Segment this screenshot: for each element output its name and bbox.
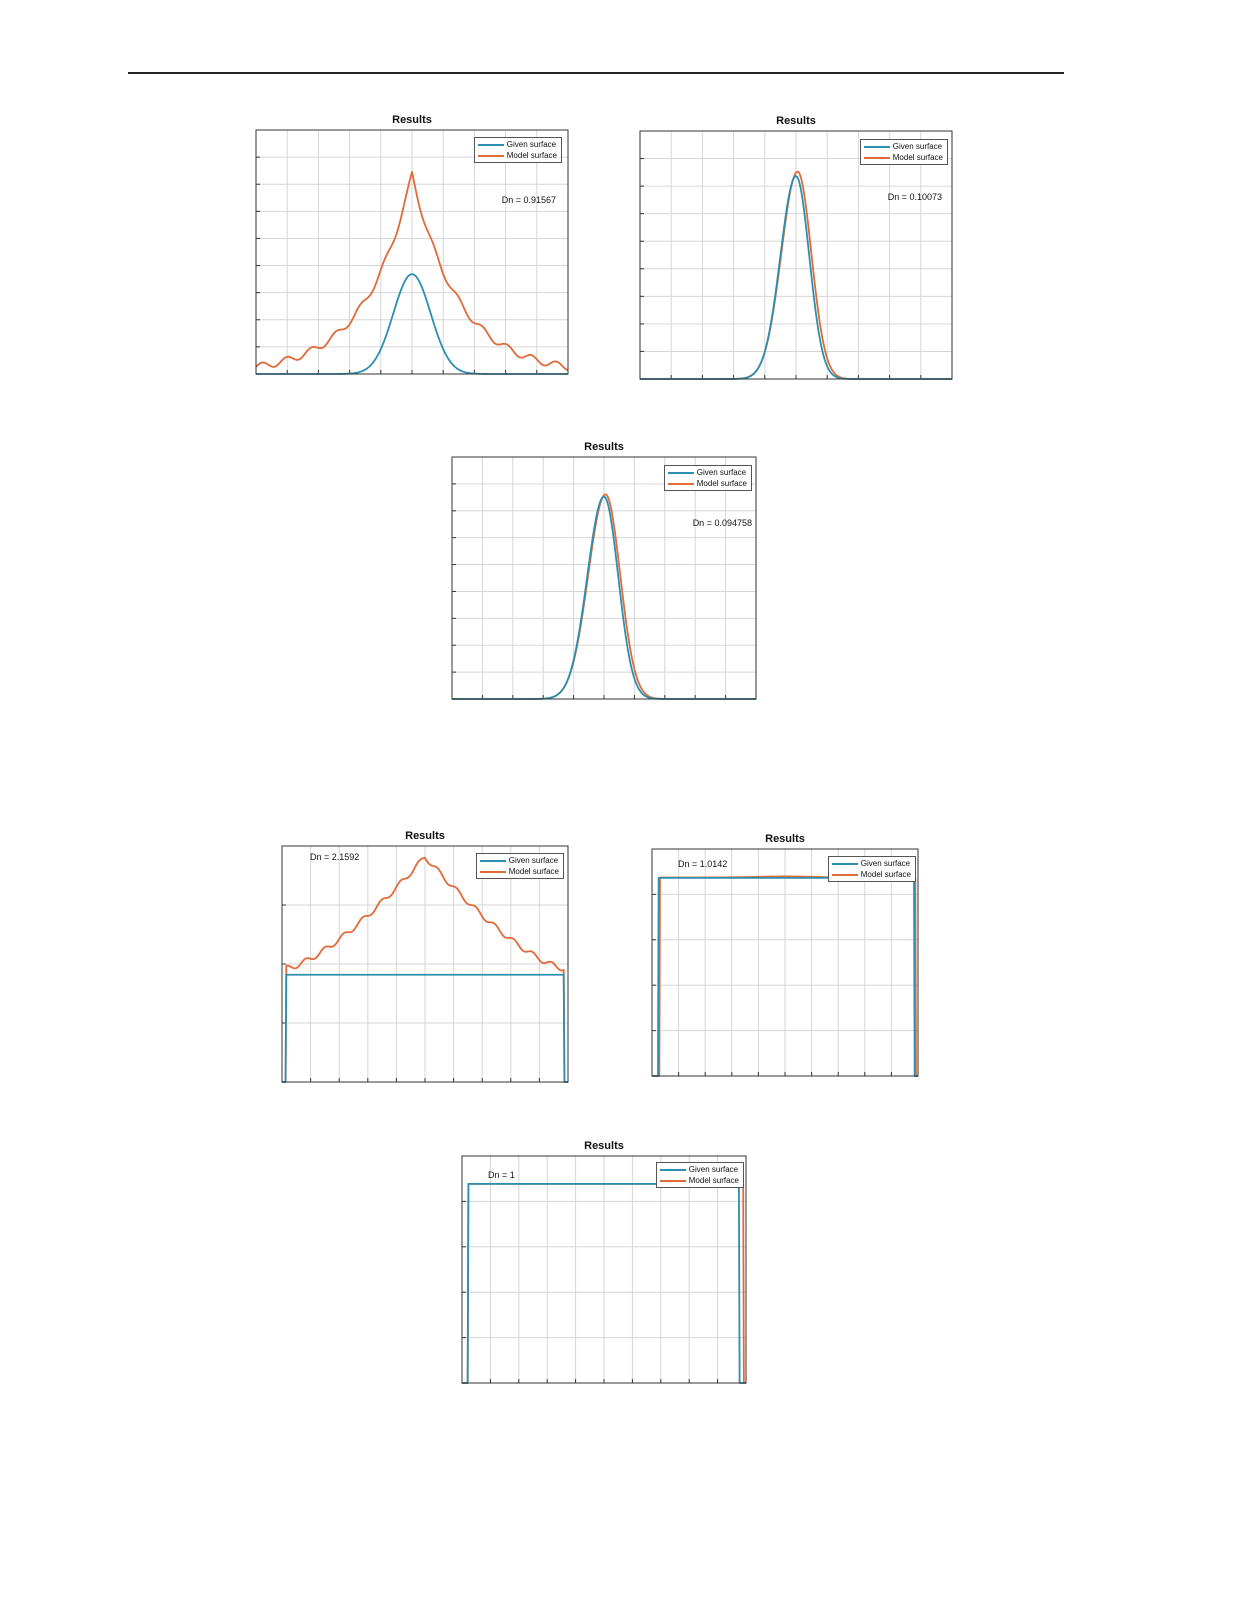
- results-chart-5: [648, 833, 922, 1080]
- given-swatch: [668, 472, 694, 474]
- model-swatch: [864, 157, 890, 159]
- chart-title: Results: [584, 441, 624, 453]
- legend: [476, 853, 564, 879]
- legend-label-given: Given surface: [892, 142, 943, 151]
- results-chart-2: [636, 115, 956, 383]
- legend-label-given: Given surface: [688, 1165, 739, 1174]
- legend-label-model: Model surface: [688, 1176, 739, 1185]
- legend: [656, 1162, 744, 1188]
- dn-annotation: Dn = 2.1592: [310, 852, 360, 862]
- legend-entry-model: [478, 150, 557, 161]
- legend-label-given: Given surface: [860, 859, 911, 868]
- dn-annotation: Dn = 0.10073: [887, 192, 942, 202]
- legend-label-model: Model surface: [892, 153, 943, 162]
- legend: [474, 137, 562, 163]
- chart-title: Results: [584, 1140, 624, 1152]
- legend-entry-given: [480, 855, 559, 866]
- chart-title: Results: [392, 114, 432, 126]
- legend-label-model: Model surface: [506, 151, 557, 160]
- legend-entry-given: [478, 139, 557, 150]
- legend-entry-model: [832, 869, 911, 880]
- legend-entry-given: [832, 858, 911, 869]
- given-swatch: [478, 144, 504, 146]
- given-swatch: [480, 860, 506, 862]
- legend-entry-given: [864, 141, 943, 152]
- legend-entry-model: [660, 1175, 739, 1186]
- given-swatch: [864, 146, 890, 148]
- results-chart-1: [252, 114, 572, 378]
- model-swatch: [668, 483, 694, 485]
- model-swatch: [478, 155, 504, 157]
- legend-label-model: Model surface: [508, 867, 559, 876]
- results-chart-3: [448, 441, 760, 703]
- legend-label-given: Given surface: [696, 468, 747, 477]
- legend-label-model: Model surface: [696, 479, 747, 488]
- chart-title: Results: [765, 833, 805, 845]
- results-chart-4: [278, 830, 572, 1086]
- legend: [828, 856, 916, 882]
- given-swatch: [832, 863, 858, 865]
- legend-entry-model: [480, 866, 559, 877]
- legend-entry-given: [660, 1164, 739, 1175]
- legend-entry-given: [668, 467, 747, 478]
- legend-entry-model: [864, 152, 943, 163]
- chart-title: Results: [405, 830, 445, 842]
- model-swatch: [832, 874, 858, 876]
- dn-annotation: Dn = 0.91567: [501, 195, 556, 205]
- legend-label-given: Given surface: [508, 856, 559, 865]
- dn-annotation: Dn = 0.094758: [692, 518, 752, 528]
- chart-title: Results: [776, 115, 816, 127]
- legend-entry-model: [668, 478, 747, 489]
- legend: [664, 465, 752, 491]
- model-swatch: [480, 871, 506, 873]
- dn-annotation: Dn = 1.0142: [678, 859, 728, 869]
- legend-label-given: Given surface: [506, 140, 557, 149]
- given-swatch: [660, 1169, 686, 1171]
- legend-label-model: Model surface: [860, 870, 911, 879]
- header-rule: [128, 72, 1064, 74]
- dn-annotation: Dn = 1: [488, 1170, 515, 1180]
- model-swatch: [660, 1180, 686, 1182]
- results-chart-6: [458, 1140, 750, 1387]
- legend: [860, 139, 948, 165]
